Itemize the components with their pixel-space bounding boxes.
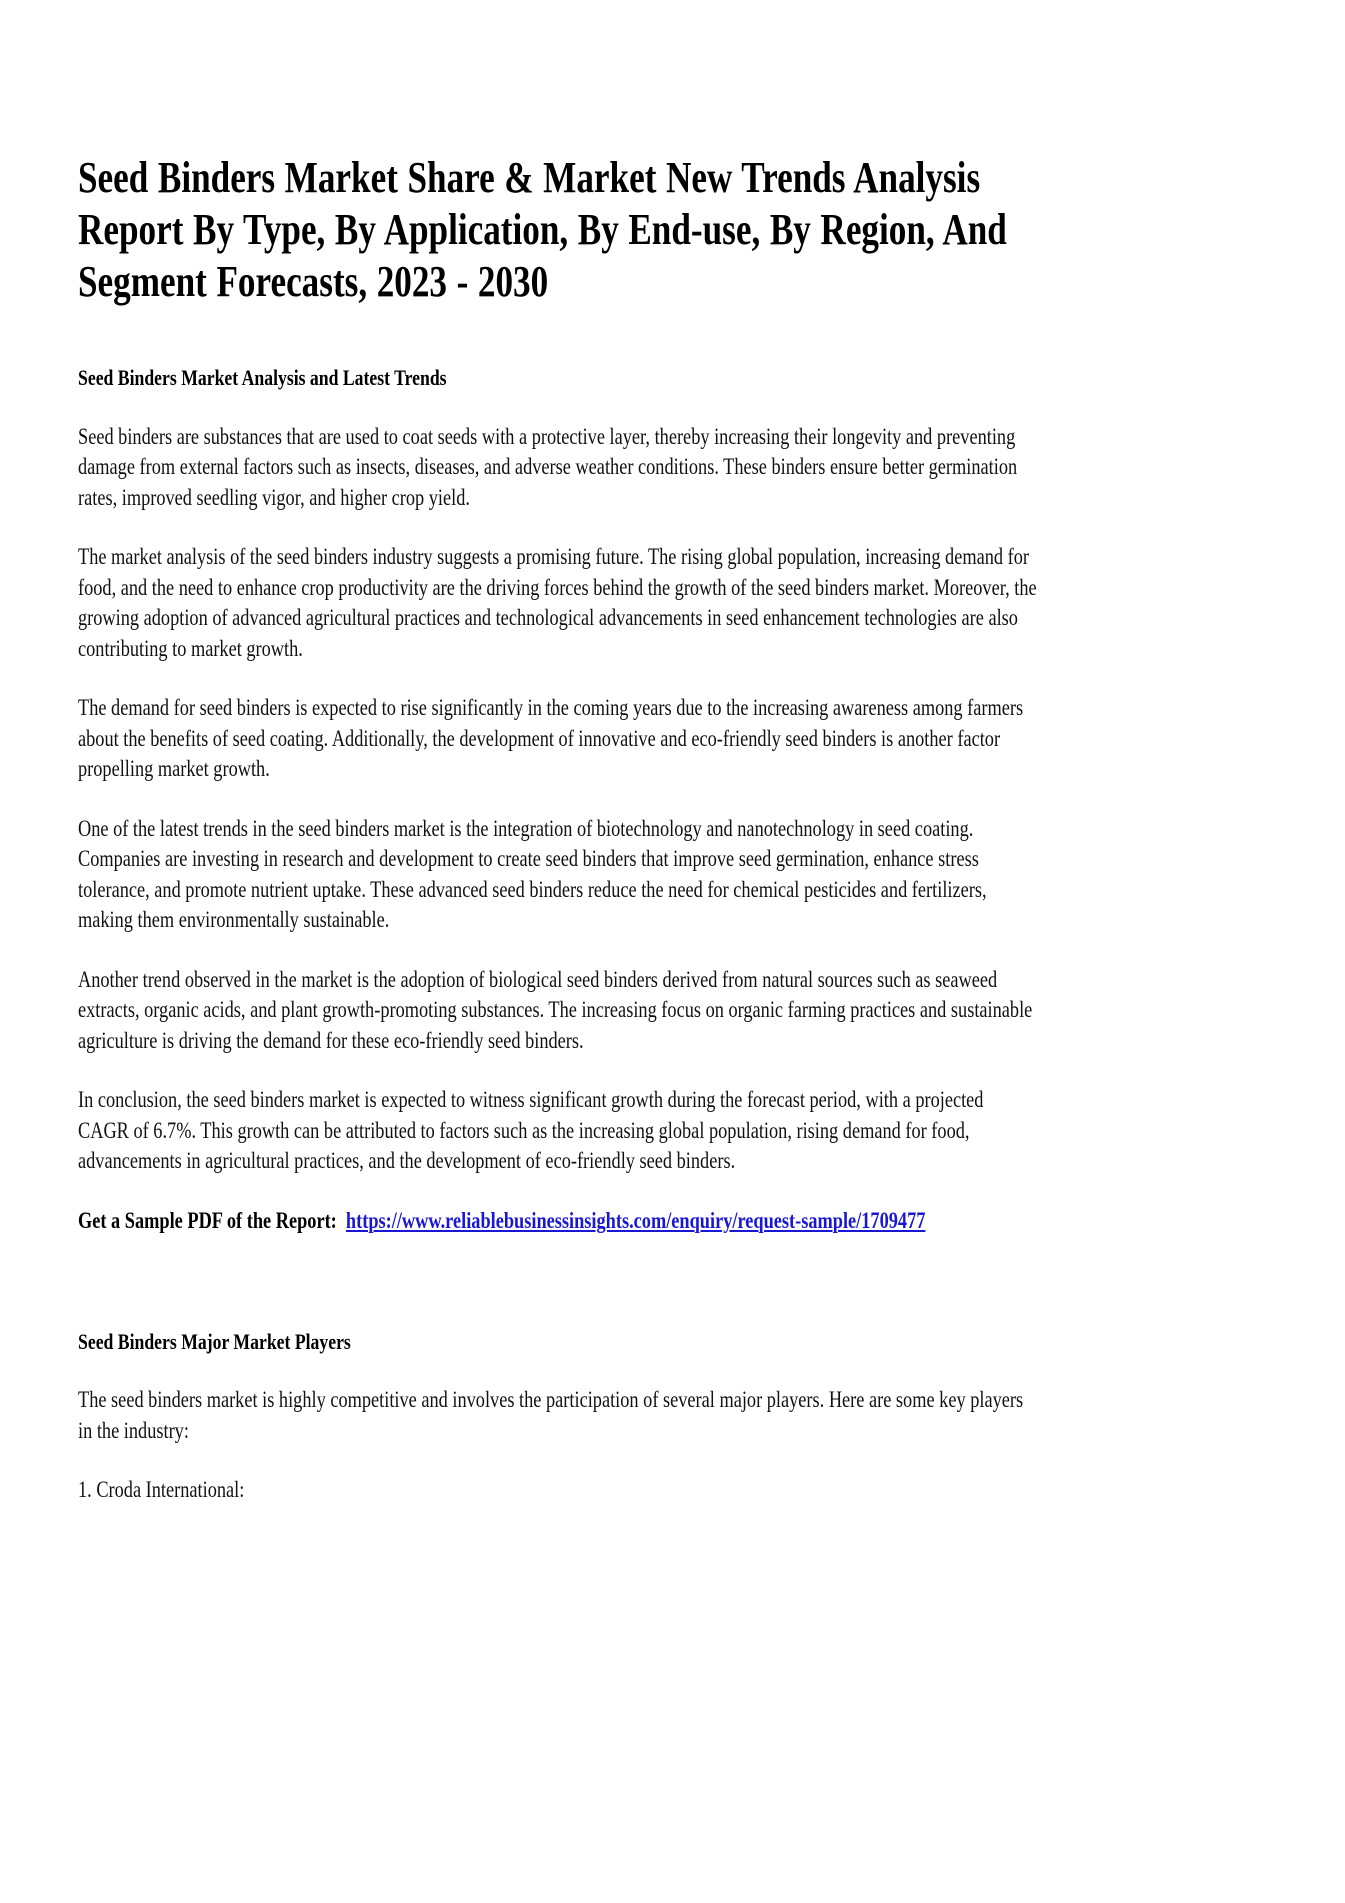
paragraph-competitive-landscape: The seed binders market is highly competitive and involves the participation of several major players. Here are some key players in the industry: — [78, 1387, 1024, 1444]
section-heading-major-players: Seed Binders Major Market Players — [78, 1329, 351, 1355]
list-item-player-1: 1. Croda International: — [78, 1477, 245, 1504]
sample-pdf-label: Get a Sample PDF of the Report: — [78, 1207, 337, 1234]
page-title: Seed Binders Market Share & Market New Trends Analysis Report By Type, By Application, By End-use, By Region, And Segment Forecasts, 2023 - 2030 — [78, 152, 1007, 306]
document-body — [78, 152, 1038, 1506]
paragraph-biotech-trend: One of the latest trends in the seed binders market is the integration of biotechnology and nanotechnology in seed coating. Companies are investing in research and development to create seed binders that improve seed germination, enhance stress tolerance, and promote nutrient uptake. These advanced seed binders reduce the need for chemical pesticides and fertilizers, making them environmentally sustainable. — [78, 815, 987, 934]
paragraph-conclusion: In conclusion, the seed binders market is expected to witness significant growth during the forecast period, with a projected CAGR of 6.7%. This growth can be attributed to factors such as the increasing global population, rising demand for food, advancements in agricultural practices, and the development of eco-friendly seed binders. — [78, 1087, 984, 1175]
request-sample-link[interactable]: https://www.reliablebusinessinsights.com/enquiry/request-sample/1709477 — [345, 1207, 926, 1234]
section-spacer — [78, 1265, 1038, 1327]
paragraph-biological-binders-trend: Another trend observed in the market is the adoption of biological seed binders derived from natural sources such as seaweed extracts, organic acids, and plant growth-promoting substances. The increasing focus on organic farming practices and sustainable agriculture is driving the demand for these eco-friendly seed binders. — [78, 966, 1033, 1054]
sample-pdf-cta — [78, 1206, 1038, 1237]
paragraph-overview: Seed binders are substances that are used to coat seeds with a protective layer, thereby increasing their longevity and preventing damage from external factors such as insects, diseases, and adverse weather conditions. These binders ensure better germination rates, improved seedling vigor, and higher crop yield. — [78, 423, 1018, 511]
section-heading-analysis: Seed Binders Market Analysis and Latest Trends — [78, 365, 447, 391]
paragraph-demand: The demand for seed binders is expected to rise significantly in the coming years due to the increasing awareness among farmers about the benefits of seed coating. Additionally, the development of innovative and eco-friendly seed binders is another factor propelling market growth. — [78, 695, 1024, 783]
paragraph-market-analysis: The market analysis of the seed binders industry suggests a promising future. The rising global population, increasing demand for food, and the need to enhance crop productivity are the driving forces behind the growth of the seed binders market. Moreover, the growing adoption of advanced agricultural practices and technological advancements in seed enhancement technologies are also contributing to market growth. — [78, 544, 1037, 662]
